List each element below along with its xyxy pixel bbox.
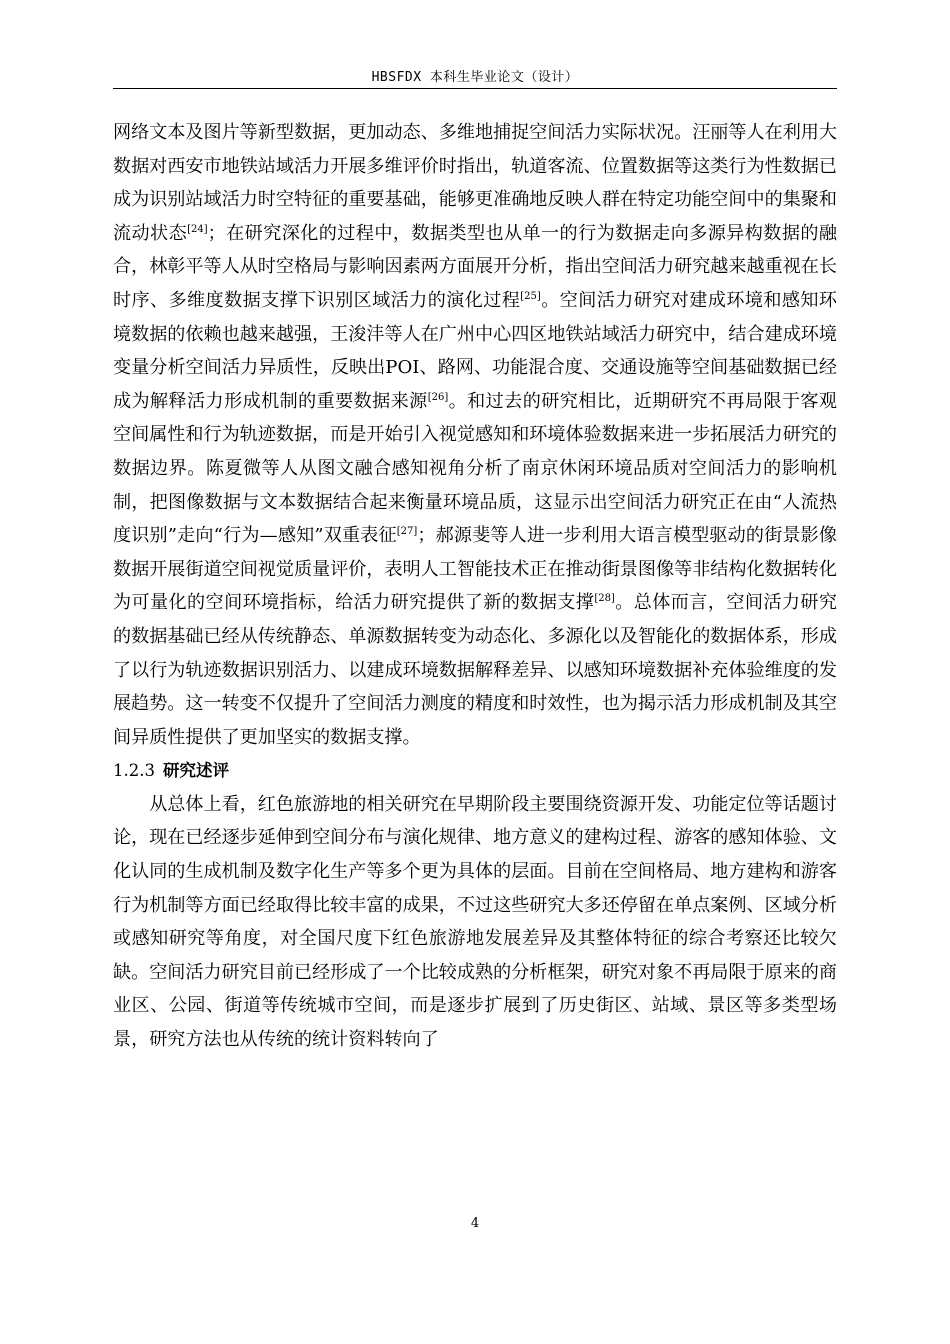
text-segment: ；郝源斐等人进一步利用大语言模型驱动的街景影像数据开展街道空间视觉质量评价，表明人工智能技术正在推动街景图像等非结构化数据转化为可量化的空间环境指标，给活力研究提供了新的数据支撑 xyxy=(113,525,837,614)
citation-24: [24] xyxy=(187,223,208,235)
main-text xyxy=(113,116,837,1057)
running-header: HBSFDX 本科生毕业论文（设计） xyxy=(371,70,579,85)
citation-26: [26] xyxy=(427,391,449,403)
text-segment: ；在研究深化的过程中，数据类型也从单一的行为数据走向多源异构数据的融合，林彰平等人从时空格局与影响因素两方面展开分析，指出空间活力研究越来越重视在长时序、多维度数据支撑下识别区域活力的演化过程 xyxy=(113,222,837,311)
paragraph-review: 从总体上看，红色旅游地的相关研究在早期阶段主要围绕资源开发、功能定位等话题讨论，现在已经逐步延伸到空间分布与演化规律、地方意义的建构过程、游客的感知体验、文化认同的生成机制及数字化生产等多个更为具体的层面。目前在空间格局、地方建构和游客行为机制等方面已经取得比较丰富的成果，不过这些研究大多还停留在单点案例、区域分析或感知研究等角度，对全国尺度下红色旅游地发展差异及其整体特征的综合考察还比较欠缺。空间活力研究目前已经形成了一个比较成熟的分析框架，研究对象不再局限于原来的商业区、公园、街道等传统城市空间，而是逐步扩展到了历史街区、站域、景区等多类型场景，研究方法也从传统的统计资料转向了 xyxy=(113,793,837,1051)
text-segment: 。和过去的研究相比，近期研究不再局限于客观空间属性和行为轨迹数据，而是开始引入视觉感知和环境体验数据来进一步拓展活力研究的数据边界。陈夏微等人从图文融合感知视角分析了南京休闲环境品质对空间活力的影响机制，把图像数据与文本数据结合起来衡量环境品质，这显示出空间活力研究正在由“人流热度识别”走向“行为—感知”双重表征 xyxy=(113,390,837,547)
section-title: 研究述评 xyxy=(162,761,229,781)
citation-25: [25] xyxy=(520,290,541,302)
text-segment: 网络文本及图片等新型数据，更加动态、多维地捕捉空间活力实际状况。汪丽等人在利用大数据对西安市地铁站域活力开展多维评价时指出，轨道客流、位置数据等这类行为性数据已成为识别站域活力时空特征的重要基础，能够更准确地反映人群在特定功能空间中的集聚和流动状态 xyxy=(113,122,837,244)
section-heading xyxy=(113,754,837,788)
header-divider xyxy=(113,88,837,89)
text-segment: 。总体而言，空间活力研究的数据基础已经从传统静态、单源数据转变为动态化、多源化以及智能化的数据体系，形成了以行为轨迹数据识别活力、以建成环境数据解释差异、以感知环境数据补充体验维度的发展趋势。这一转变不仅提升了空间活力测度的精度和时效性，也为揭示活力形成机制及其空间异质性提供了更加坚实的数据支撑。 xyxy=(113,592,837,748)
text-segment: 。空间活力研究对建成环境和感知环境数据的依赖也越来越强，王浚沣等人在广州中心四区地铁站域活力研究中，结合建成环境变量分析空间活力异质性，反映出POI、路网、功能混合度、交通设施等空间基础数据已经成为解释活力形成机制的重要数据来源 xyxy=(113,289,837,412)
page-number: 4 xyxy=(470,1216,480,1231)
paragraph-data-sources xyxy=(113,116,837,754)
citation-27: [27] xyxy=(396,526,418,538)
citation-28: [28] xyxy=(594,593,615,605)
section-number: 1.2.3 xyxy=(113,761,155,781)
